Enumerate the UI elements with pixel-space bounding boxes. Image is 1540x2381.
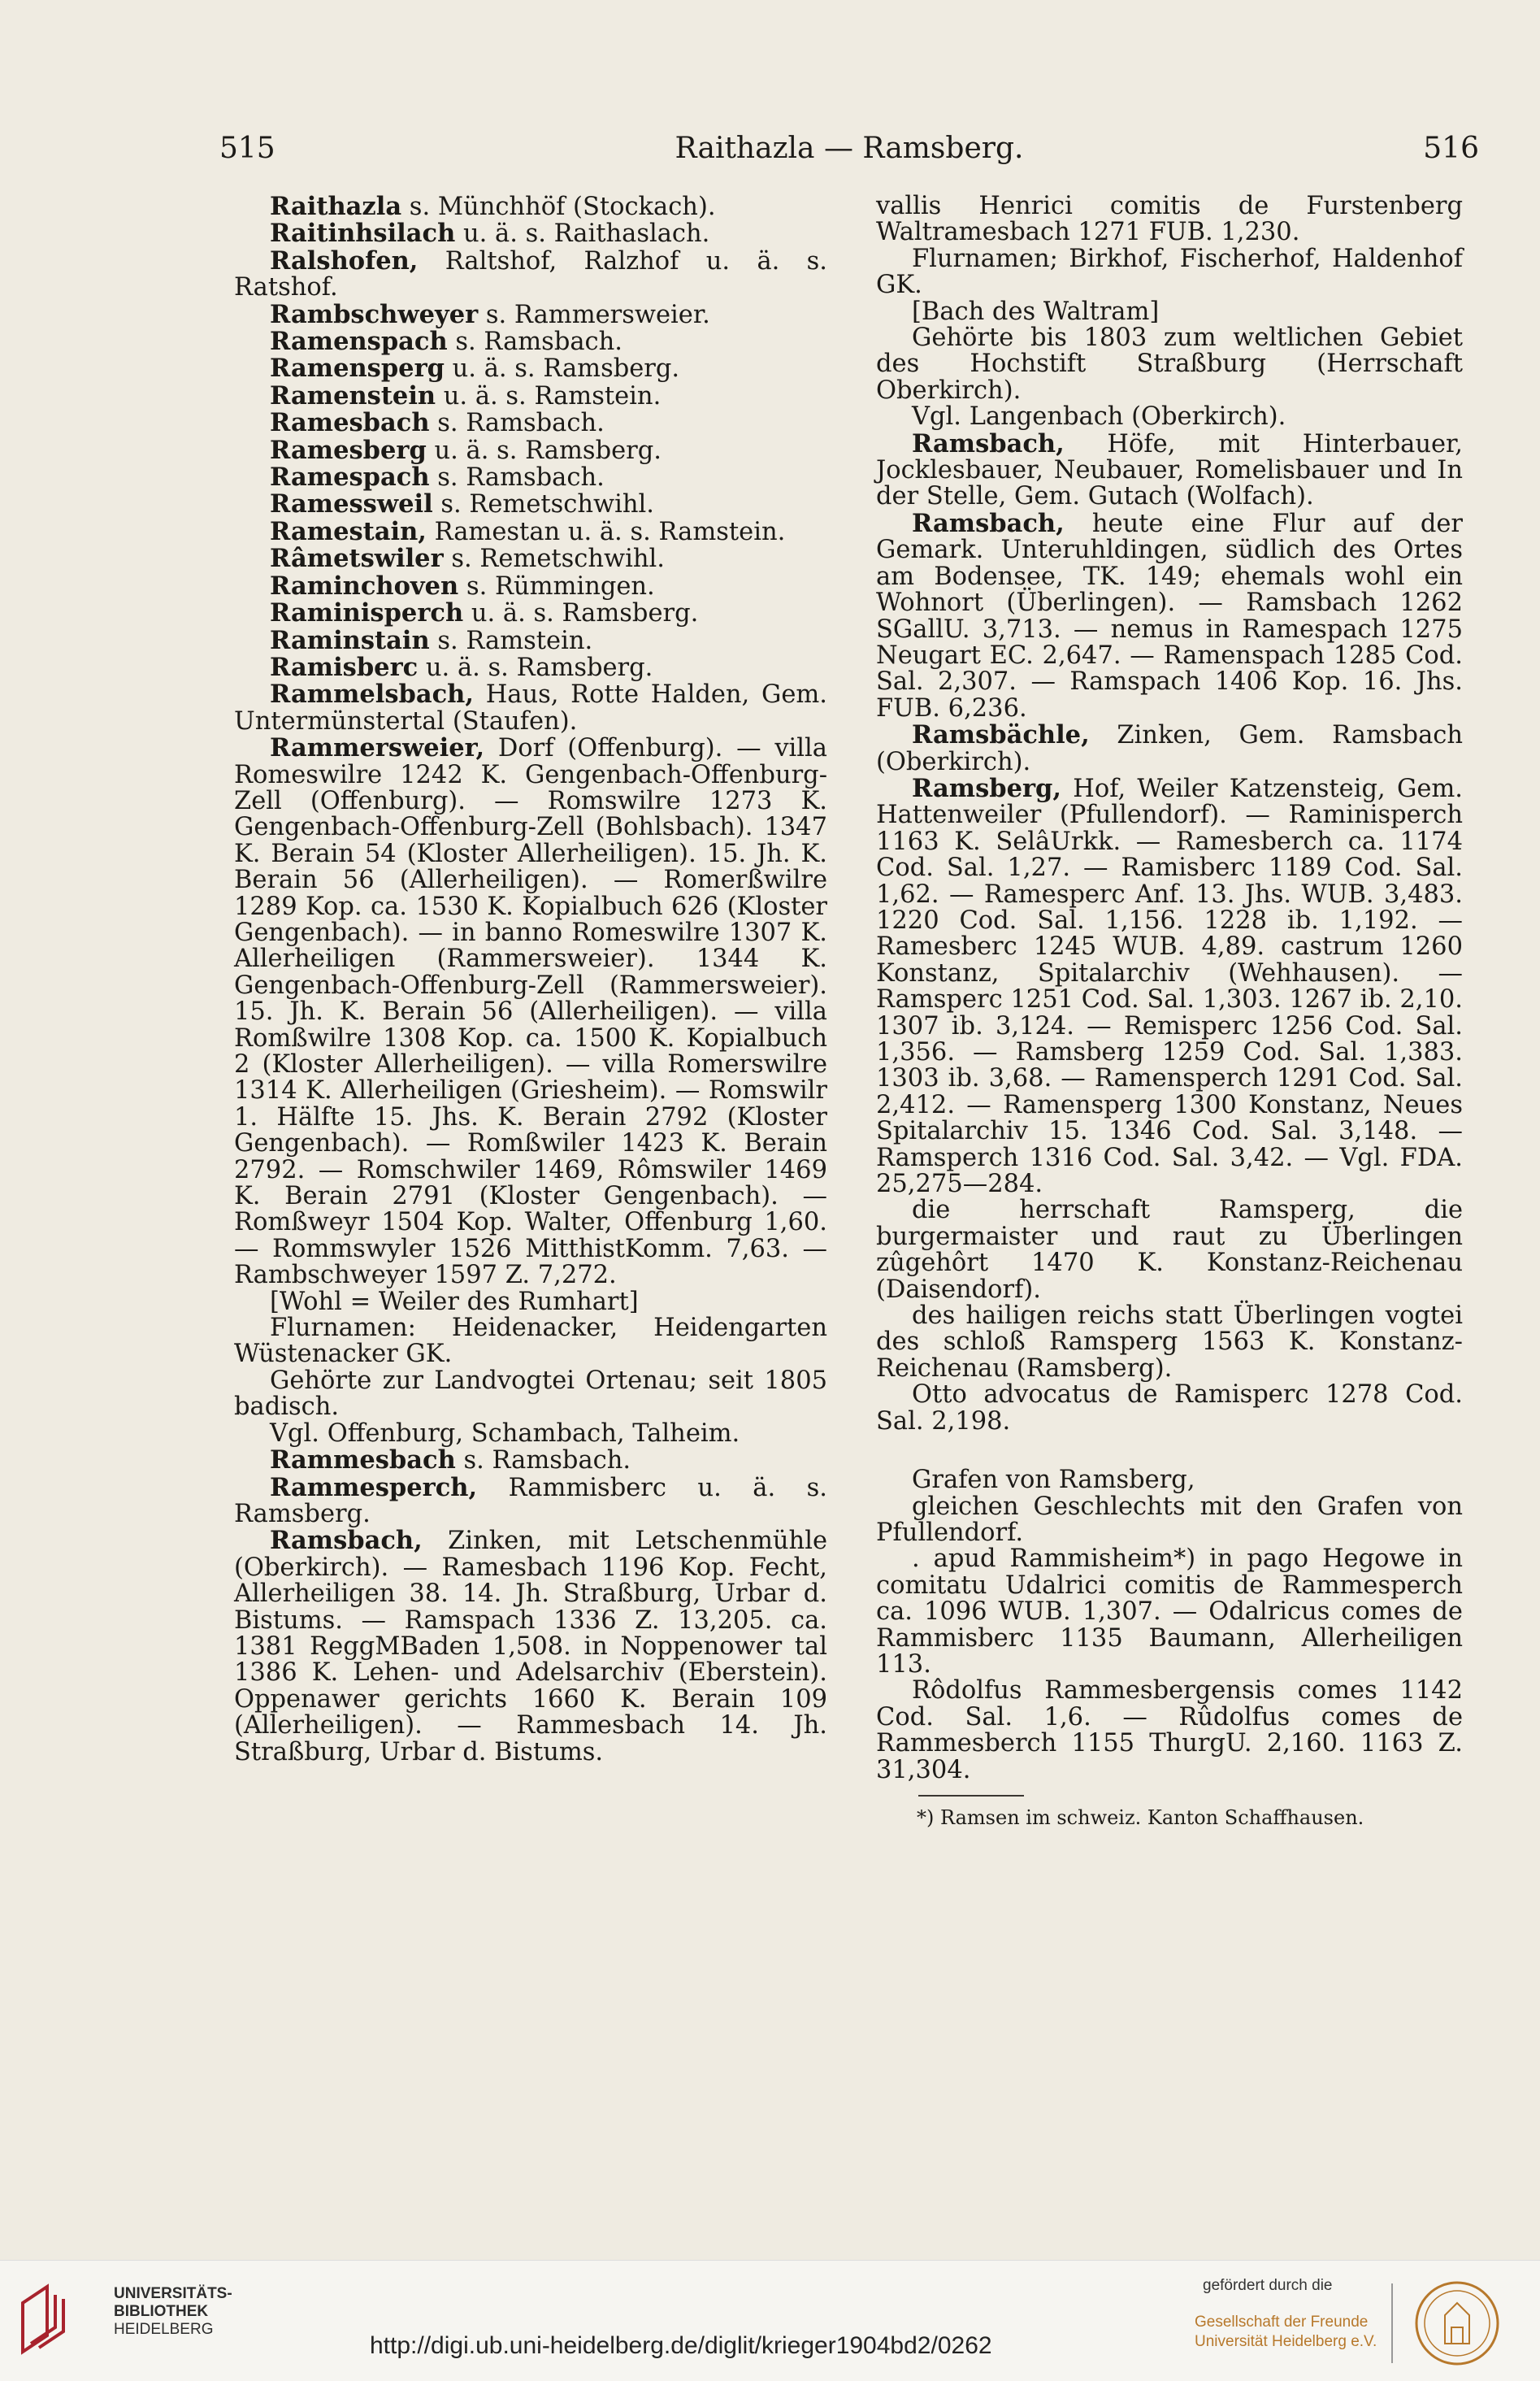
entry-text: Rammisberc u. ä. s. Ramsberg.	[234, 1473, 827, 1528]
footnote: *) Ramsen im schweiz. Kanton Schaffhausen.	[917, 1805, 1364, 1829]
entry-headword: Ramensperg	[270, 354, 445, 384]
entry-headword: Ramenspach	[270, 327, 448, 357]
entry-text: s. Rammersweier.	[478, 300, 710, 329]
entry-text: u. ä. s. Ramsberg.	[426, 436, 662, 465]
entry-text: . apud Rammisheim*) in pago Hegowe in comitatu Udalrici comitis de Rammesperch ca. 1096 WUB. 1,307. — Odalricus comes de Rammisberc 1135 Baumann, Allerheiligen 113.	[876, 1545, 1463, 1679]
entry-headword: Raminstain	[270, 625, 430, 655]
entry-text: u. ä. s. Ramsberg.	[444, 354, 680, 384]
running-title: Raithazla — Ramsberg.	[675, 132, 1024, 165]
entry-paragraph	[234, 516, 827, 546]
entry-text: Dorf (Offenburg). — villa Romeswilre 1242 K. Gengenbach-Offenburg-Zell (Offenburg). — Romswilre 1273 K. Gengenbach-Offenburg-Zell (Bohlsbach). 1347 K. Berain 54 (Kloster Allerheiligen). 15. Jh. K. Berain 56 (Allerheiligen). — Romerßwilre 1289 Kop. ca. 1530 K. Kopialbuch 626 (Kloster Gengenbach). — in banno Romeswilre 1307 K. Allerheiligen (Rammersweier). 1344 K. Gengenbach-Offenburg-Zell (Rammersweier). 15. Jh. K. Berain 56 (Allerheiligen). — villa Romßwilre 1308 Kop. ca. 1500 K. Kopialbuch 2 (Kloster Allerheiligen). — villa Romerswilre 1314 K. Allerheiligen (Griesheim). — Romswilr 1. Hälfte 15. Jhs. K. Berain 2792 (Kloster Gengenbach). — Romßwiler 1423 K. Berain 2792. — Romschwiler 1469, Rômswiler 1469 K. Berain 2791 (Kloster Gengenbach). — Romßweyr 1504 Kop. Walter, Offenburg 1,60. — Rommswyler 1526 MitthistKomm. 7,63. — Rambschweyer 1597 Z. 7,272.	[234, 734, 827, 1290]
entry-paragraph	[234, 545, 827, 572]
entry-text: Vgl. Langenbach (Oberkirch).	[912, 402, 1286, 432]
entry-paragraph	[234, 220, 827, 247]
entry-paragraph	[876, 325, 1463, 404]
entry-paragraph	[234, 654, 827, 681]
entry-paragraph	[876, 246, 1463, 299]
entry-text: Zinken, mit Letschenmühle (Oberkirch). — Ramesbach 1196 Kop. Fecht, Allerheiligen 38. 14. Jh. Straßburg, Urbar d. Bistums. — Ramspach 1336 Z. 13,205. ca. 1381 ReggMBaden 1,508. in Noppenower tal 1386 K. Lehen- und Adelsarchiv (Eberstein). Oppenawer gerichts 1660 K. Berain 109 (Allerheiligen). — Rammesbach 14. Jh. Straßburg, Urbar d. Bistums.	[234, 1527, 827, 1766]
entry-text: Hof, Weiler Katzensteig, Gem. Hattenweiler (Pfullendorf). — Raminisperch 1163 K. SelâUrkk. — Ramesberch ca. 1174 Cod. Sal. 1,27. — Ramisberc 1189 Cod. Sal. 1,62. — Ramesperc Anf. 13. Jhs. WUB. 3,483. 1220 Cod. Sal. 1,156. 1228 ib. 1,192. — Ramesberc 1245 WUB. 4,89. castrum 1260 Konstanz, Spitalarchiv (Wehhausen). — Ramsperc 1251 Cod. Sal. 1,303. 1267 ib. 2,10. 1307 ib. 3,124. — Remisperc 1256 Cod. Sal. 1,356. — Ramsberg 1259 Cod. Sal. 1,383. 1303 ib. 3,68. — Ramensperch 1291 Cod. Sal. 2,412. — Ramensperg 1300 Konstanz, Neues Spitalarchiv 15. 1346 Cod. Sal. 3,148. — Ramsperch 1316 Cod. Sal. 3,42. — Vgl. FDA. 25,275—284.	[876, 774, 1463, 1199]
sponsor-name-line1: Gesellschaft der Freunde	[1195, 2314, 1369, 2331]
entry-headword: Rammersweier,	[270, 733, 485, 763]
entry-text: Höfe, mit Hinterbauer, Jocklesbauer, Neubauer, Romelisbauer und In der Stelle, Gem. Gutach (Wolfach).	[876, 429, 1463, 511]
entry-paragraph	[876, 1467, 1463, 1493]
entry-paragraph	[234, 681, 827, 735]
entry-paragraph	[234, 1289, 827, 1315]
entry-paragraph	[876, 1382, 1463, 1435]
entry-text: Vgl. Offenburg, Schambach, Talheim.	[270, 1419, 740, 1448]
entry-headword: Rammesperch,	[270, 1472, 478, 1502]
entry-paragraph	[234, 1527, 827, 1766]
entry-paragraph	[234, 328, 827, 355]
university-seal-icon	[1412, 2279, 1502, 2368]
entry-text: Grafen von Ramsberg,	[912, 1466, 1195, 1495]
entry-paragraph	[876, 722, 1463, 776]
entry-text: Gehörte bis 1803 zum weltlichen Gebiet des Hochstift Straßburg (Herrschaft Oberkirch).	[876, 324, 1463, 405]
footer-divider	[1391, 2283, 1393, 2363]
sponsor-name	[1195, 2313, 1377, 2352]
entry-paragraph	[234, 735, 827, 1289]
entry-text: des hailigen reichs statt Überlingen vogtei des schloß Ramsperg 1563 K. Konstanz-Reichenau (Ramsberg).	[876, 1301, 1463, 1383]
entry-paragraph	[234, 1315, 827, 1368]
entry-paragraph	[876, 1678, 1463, 1784]
entry-text: gleichen Geschlechts mit den Grafen von Pfullendorf.	[876, 1492, 1463, 1547]
entry-text: Rôdolfus Rammesbergensis comes 1142 Cod. Sal. 1,6. — Rûdolfus comes de Rammesberch 1155 ThurgU. 2,160. 1163 Z. 31,304.	[876, 1676, 1463, 1784]
sponsor-intro: gefördert durch die	[1203, 2277, 1333, 2294]
entry-paragraph	[234, 380, 827, 411]
entry-paragraph	[234, 299, 827, 329]
entry-text: u. ä. s. Ramsberg.	[418, 653, 653, 682]
entry-text: Flurnamen: Heidenacker, Heidengarten Wüstenacker GK.	[234, 1314, 827, 1369]
entry-text: s. Ramsbach.	[429, 463, 605, 493]
entry-text: Raltshof, Ralzhof u. ä. s. Ratshof.	[234, 246, 827, 302]
entry-paragraph	[876, 404, 1463, 430]
entry-paragraph	[876, 508, 1463, 723]
entry-headword: Ramsbach,	[912, 508, 1065, 538]
entry-text: s. Ramsbach.	[429, 409, 605, 438]
entry-paragraph	[234, 1421, 827, 1447]
uni-name-line2: BIBLIOTHEK	[114, 2303, 209, 2320]
entry-headword: Ramessweil	[270, 489, 433, 519]
uni-name-line1: UNIVERSITÄTS-	[114, 2285, 232, 2302]
entry-paragraph	[876, 1197, 1463, 1303]
entry-headword: Ramenstein	[270, 380, 436, 411]
university-library-name	[114, 2285, 232, 2339]
entry-headword: Ramesbach	[270, 408, 430, 438]
entry-text: Haus, Rotte Halden, Gem. Untermünstertal (Staufen).	[234, 680, 827, 736]
entry-text: s. Remetschwihl.	[443, 545, 665, 574]
entry-paragraph	[234, 355, 827, 382]
entry-headword: Ramespach	[270, 463, 430, 493]
entry-headword: Ramesberg	[270, 435, 427, 465]
entry-headword: Ramsbächle,	[912, 720, 1090, 750]
entry-text: s. Rümmingen.	[458, 571, 655, 601]
entry-headword: Ramsberg,	[912, 773, 1061, 803]
entry-text: Otto advocatus de Ramisperc 1278 Cod. Sal. 2,198.	[876, 1380, 1463, 1436]
entry-text: s. Ramstein.	[429, 626, 593, 655]
uni-name-line3: HEIDELBERG	[114, 2321, 214, 2338]
entry-headword: Raithazla	[270, 192, 402, 221]
entry-headword: Ramestain,	[270, 516, 427, 546]
entry-paragraph	[234, 245, 827, 302]
entry-paragraph	[876, 1546, 1463, 1678]
entry-text: die herrschaft Ramsperg, die burgermaister und raut zu Überlingen zûgehôrt 1470 K. Konstanz-Reichenau (Daisendorf).	[876, 1196, 1463, 1304]
footer-bar	[0, 2260, 1540, 2381]
entry-text: vallis Henrici comitis de Furstenberg Waltramesbach 1271 FUB. 1,230.	[876, 192, 1463, 247]
entry-text: u. ä. s. Ramstein.	[436, 381, 662, 411]
entry-paragraph	[234, 625, 827, 655]
entry-headword: Ramsbach,	[270, 1526, 423, 1556]
entry-text: [Wohl = Weiler des Rumhart]	[270, 1287, 639, 1316]
entry-paragraph	[876, 428, 1463, 511]
entry-text: s. Münchhöf (Stockach).	[401, 193, 716, 221]
entry-headword: Ramsbach,	[912, 428, 1065, 458]
entry-headword: Râmetswiler	[270, 544, 444, 574]
entry-headword: Rammelsbach,	[270, 680, 474, 710]
entry-headword: Raitinhsilach	[270, 219, 456, 249]
page-number-right: 516	[1423, 132, 1479, 165]
entry-paragraph	[234, 1447, 827, 1474]
entry-headword: Ramisberc	[270, 652, 419, 682]
entry-paragraph	[876, 193, 1463, 246]
entry-paragraph	[876, 773, 1463, 1199]
university-library-logo-icon	[15, 2279, 104, 2360]
entry-paragraph	[876, 1494, 1463, 1547]
entry-text: u. ä. s. Raithaslach.	[455, 219, 710, 249]
section-gap	[876, 1435, 1463, 1467]
entry-paragraph	[234, 193, 827, 220]
entry-paragraph	[234, 437, 827, 464]
entry-headword: Ralshofen,	[270, 245, 419, 276]
page-header	[219, 132, 1479, 172]
entry-paragraph	[234, 464, 827, 491]
entry-headword: Rambschweyer	[270, 299, 479, 329]
entry-headword: Raminchoven	[270, 571, 459, 601]
entry-text: s. Remetschwihl.	[432, 490, 654, 519]
entry-paragraph	[876, 1303, 1463, 1382]
entry-text: heute eine Flur auf der Gemark. Unteruhldingen, südlich des Ortes am Bodensee, TK. 149; ehemals wohl ein Wohnort (Überlingen). — Ramsbach 1262 SGallU. 3,713. — nemus in Ramespach 1275 Neugart EC. 2,647. — Ramenspach 1285 Cod. Sal. 2,307. — Ramspach 1406 Kop. 16. Jhs. FUB. 6,236.	[876, 509, 1463, 723]
entry-paragraph	[876, 299, 1463, 325]
left-column	[234, 193, 827, 1766]
entry-headword: Rammesbach	[270, 1445, 456, 1475]
entry-paragraph	[234, 1472, 827, 1528]
entry-text: Gehörte zur Landvogtei Ortenau; seit 1805 badisch.	[234, 1366, 827, 1422]
entry-paragraph	[234, 1368, 827, 1421]
entry-paragraph	[234, 573, 827, 600]
entry-text: s. Ramsbach.	[447, 328, 623, 357]
entry-text: [Bach des Waltram]	[912, 297, 1160, 326]
page-number-left: 515	[219, 132, 275, 165]
right-column	[876, 193, 1463, 1831]
entry-text: Zinken, Gem. Ramsbach (Oberkirch).	[876, 721, 1463, 776]
entry-headword: Raminisperch	[270, 598, 464, 628]
entry-text: Ramestan u. ä. s. Ramstein.	[426, 517, 786, 546]
permalink-url[interactable]: http://digi.ub.uni-heidelberg.de/diglit/krieger1904bd2/0262	[370, 2332, 992, 2359]
sponsor-name-line2: Universität Heidelberg e.V.	[1195, 2333, 1377, 2350]
entry-text: Flurnamen; Birkhof, Fischerhof, Haldenhof GK.	[876, 244, 1463, 300]
entry-paragraph	[234, 491, 827, 518]
entry-paragraph	[234, 410, 827, 437]
entry-paragraph	[234, 600, 827, 627]
footnote-rule	[918, 1795, 1024, 1797]
entry-text: s. Ramsbach.	[455, 1446, 631, 1475]
entry-text: u. ä. s. Ramsberg.	[463, 599, 699, 628]
